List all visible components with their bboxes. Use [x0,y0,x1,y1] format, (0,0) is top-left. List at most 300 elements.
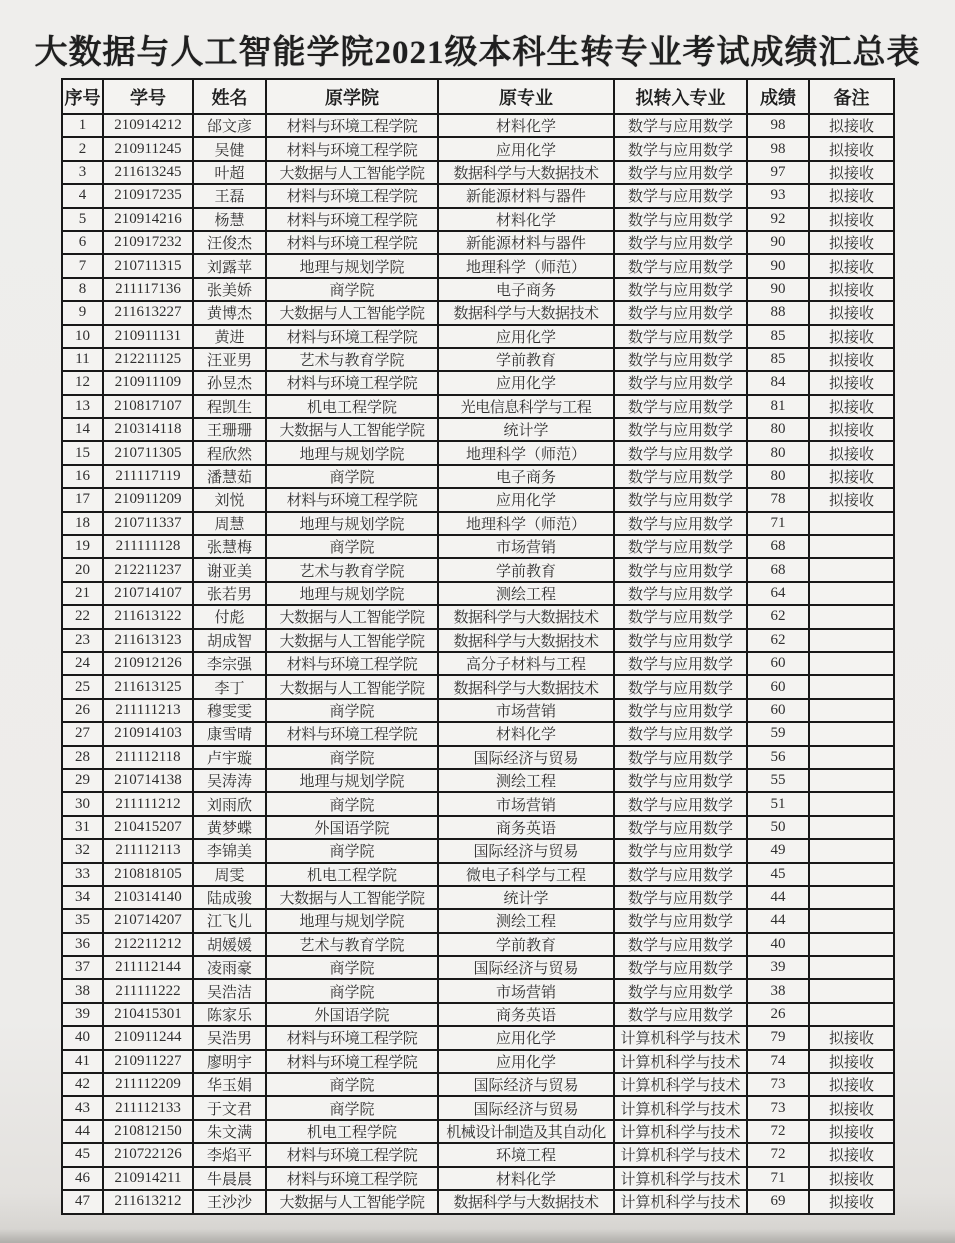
cell-student-id: 211112133 [103,1096,193,1119]
cell-index: 15 [62,441,103,464]
table-row [62,699,894,722]
cell-orig-major: 材料化学 [438,208,614,231]
cell-orig-college: 商学院 [266,746,438,769]
cell-orig-major: 地理科学（师范） [438,512,614,535]
cell-remark: 拟接收 [809,208,894,231]
cell-index: 10 [62,325,103,348]
cell-score: 62 [747,605,809,628]
cell-remark: 拟接收 [809,371,894,394]
cell-target-major: 数学与应用数学 [614,886,747,909]
cell-score: 90 [747,278,809,301]
cell-orig-college: 大数据与人工智能学院 [266,886,438,909]
cell-name: 吴健 [193,137,266,160]
table-row [62,512,894,535]
cell-name: 潘慧茹 [193,465,266,488]
cell-index: 38 [62,979,103,1002]
cell-index: 8 [62,278,103,301]
cell-student-id: 211111128 [103,535,193,558]
cell-orig-college: 地理与规划学院 [266,441,438,464]
cell-target-major: 计算机科学与技术 [614,1026,747,1049]
cell-remark [809,699,894,722]
cell-name: 吴涛涛 [193,769,266,792]
cell-score: 38 [747,979,809,1002]
cell-index: 9 [62,301,103,324]
cell-index: 2 [62,137,103,160]
cell-index: 45 [62,1143,103,1166]
cell-orig-college: 材料与环境工程学院 [266,1026,438,1049]
cell-student-id: 210914103 [103,722,193,745]
cell-orig-major: 国际经济与贸易 [438,1096,614,1119]
cell-orig-college: 艺术与教育学院 [266,348,438,371]
cell-student-id: 210714138 [103,769,193,792]
table-row [62,629,894,652]
cell-student-id: 210415301 [103,1003,193,1026]
table-row [62,1096,894,1119]
cell-remark [809,535,894,558]
cell-target-major: 数学与应用数学 [614,371,747,394]
cell-orig-major: 商务英语 [438,816,614,839]
cell-name: 刘悦 [193,488,266,511]
cell-target-major: 数学与应用数学 [614,395,747,418]
cell-target-major: 计算机科学与技术 [614,1096,747,1119]
table-row [62,161,894,184]
table-row [62,675,894,698]
cell-student-id: 211111213 [103,699,193,722]
cell-score: 90 [747,254,809,277]
cell-name: 李丁 [193,675,266,698]
cell-remark: 拟接收 [809,278,894,301]
cell-name: 康雪晴 [193,722,266,745]
cell-remark [809,1003,894,1026]
cell-score: 60 [747,675,809,698]
cell-score: 45 [747,863,809,886]
cell-target-major: 数学与应用数学 [614,325,747,348]
cell-index: 5 [62,208,103,231]
cell-index: 4 [62,184,103,207]
cell-index: 47 [62,1190,103,1214]
cell-orig-college: 材料与环境工程学院 [266,488,438,511]
cell-student-id: 210917235 [103,184,193,207]
table-row [62,839,894,862]
cell-name: 李宗强 [193,652,266,675]
cell-remark: 拟接收 [809,441,894,464]
cell-orig-major: 国际经济与贸易 [438,1073,614,1096]
table-row [62,208,894,231]
table-row [62,792,894,815]
cell-orig-major: 市场营销 [438,699,614,722]
cell-score: 56 [747,746,809,769]
table-row [62,1120,894,1143]
cell-index: 36 [62,933,103,956]
cell-orig-college: 商学院 [266,465,438,488]
cell-remark: 拟接收 [809,395,894,418]
table-header [62,79,894,114]
cell-orig-college: 地理与规划学院 [266,512,438,535]
table-row [62,816,894,839]
cell-remark: 拟接收 [809,137,894,160]
cell-student-id: 211112113 [103,839,193,862]
cell-score: 39 [747,956,809,979]
cell-remark [809,886,894,909]
scan-shadow [0,1229,955,1243]
cell-student-id: 211613227 [103,301,193,324]
cell-index: 26 [62,699,103,722]
cell-target-major: 数学与应用数学 [614,769,747,792]
cell-orig-college: 商学院 [266,1096,438,1119]
cell-orig-college: 机电工程学院 [266,395,438,418]
cell-target-major: 数学与应用数学 [614,605,747,628]
cell-target-major: 计算机科学与技术 [614,1050,747,1073]
cell-remark: 拟接收 [809,1050,894,1073]
cell-index: 25 [62,675,103,698]
cell-remark: 拟接收 [809,161,894,184]
cell-remark: 拟接收 [809,348,894,371]
cell-name: 王磊 [193,184,266,207]
cell-orig-major: 测绘工程 [438,909,614,932]
cell-index: 35 [62,909,103,932]
cell-score: 44 [747,886,809,909]
table-row [62,231,894,254]
cell-orig-major: 应用化学 [438,488,614,511]
cell-target-major: 数学与应用数学 [614,652,747,675]
cell-index: 17 [62,488,103,511]
cell-target-major: 计算机科学与技术 [614,1073,747,1096]
cell-index: 27 [62,722,103,745]
column-header-orig-college: 原学院 [266,79,438,114]
cell-index: 40 [62,1026,103,1049]
cell-orig-college: 地理与规划学院 [266,582,438,605]
cell-target-major: 计算机科学与技术 [614,1120,747,1143]
cell-orig-major: 国际经济与贸易 [438,839,614,862]
cell-student-id: 210911109 [103,371,193,394]
cell-index: 3 [62,161,103,184]
cell-score: 85 [747,325,809,348]
cell-orig-major: 学前教育 [438,348,614,371]
cell-name: 叶超 [193,161,266,184]
cell-orig-major: 材料化学 [438,722,614,745]
cell-target-major: 数学与应用数学 [614,137,747,160]
cell-index: 31 [62,816,103,839]
cell-target-major: 计算机科学与技术 [614,1143,747,1166]
cell-student-id: 211613245 [103,161,193,184]
cell-orig-college: 材料与环境工程学院 [266,371,438,394]
cell-orig-major: 统计学 [438,418,614,441]
cell-index: 6 [62,231,103,254]
cell-student-id: 212211212 [103,933,193,956]
cell-index: 33 [62,863,103,886]
cell-index: 1 [62,114,103,137]
cell-student-id: 211613123 [103,629,193,652]
column-header-target-major: 拟转入专业 [614,79,747,114]
cell-orig-major: 微电子科学与工程 [438,863,614,886]
table-row [62,1003,894,1026]
cell-name: 张慧梅 [193,535,266,558]
cell-student-id: 210711337 [103,512,193,535]
cell-student-id: 210711305 [103,441,193,464]
cell-target-major: 数学与应用数学 [614,956,747,979]
cell-orig-college: 材料与环境工程学院 [266,1143,438,1166]
cell-score: 78 [747,488,809,511]
cell-orig-major: 国际经济与贸易 [438,746,614,769]
cell-orig-major: 市场营销 [438,792,614,815]
cell-target-major: 数学与应用数学 [614,208,747,231]
cell-index: 7 [62,254,103,277]
cell-orig-major: 材料化学 [438,114,614,137]
cell-name: 刘雨欣 [193,792,266,815]
cell-student-id: 211613122 [103,605,193,628]
cell-orig-college: 材料与环境工程学院 [266,1050,438,1073]
cell-target-major: 数学与应用数学 [614,348,747,371]
cell-name: 汪亚男 [193,348,266,371]
cell-target-major: 数学与应用数学 [614,863,747,886]
cell-orig-major: 电子商务 [438,465,614,488]
cell-index: 23 [62,629,103,652]
cell-target-major: 数学与应用数学 [614,722,747,745]
cell-remark: 拟接收 [809,418,894,441]
cell-target-major: 数学与应用数学 [614,441,747,464]
column-header-index: 序号 [62,79,103,114]
cell-index: 46 [62,1167,103,1190]
cell-student-id: 210722126 [103,1143,193,1166]
cell-target-major: 数学与应用数学 [614,746,747,769]
table-row [62,769,894,792]
cell-remark: 拟接收 [809,184,894,207]
cell-name: 胡媛媛 [193,933,266,956]
cell-orig-college: 材料与环境工程学院 [266,184,438,207]
cell-target-major: 数学与应用数学 [614,465,747,488]
table-row [62,1073,894,1096]
cell-target-major: 数学与应用数学 [614,629,747,652]
cell-orig-college: 外国语学院 [266,816,438,839]
cell-student-id: 210911245 [103,137,193,160]
cell-orig-major: 数据科学与大数据技术 [438,301,614,324]
table-row [62,114,894,137]
table-row [62,1050,894,1073]
cell-target-major: 数学与应用数学 [614,1003,747,1026]
cell-index: 28 [62,746,103,769]
cell-orig-major: 新能源材料与器件 [438,184,614,207]
cell-score: 74 [747,1050,809,1073]
cell-student-id: 210917232 [103,231,193,254]
cell-student-id: 210914211 [103,1167,193,1190]
cell-index: 39 [62,1003,103,1026]
cell-remark: 拟接收 [809,1096,894,1119]
cell-orig-college: 大数据与人工智能学院 [266,418,438,441]
table-row [62,979,894,1002]
cell-score: 80 [747,418,809,441]
table-row [62,325,894,348]
cell-score: 98 [747,114,809,137]
cell-orig-major: 地理科学（师范） [438,254,614,277]
cell-target-major: 数学与应用数学 [614,114,747,137]
cell-name: 杨慧 [193,208,266,231]
cell-orig-major: 学前教育 [438,558,614,581]
table-row [62,722,894,745]
cell-score: 26 [747,1003,809,1026]
cell-score: 80 [747,465,809,488]
cell-index: 44 [62,1120,103,1143]
cell-name: 李焰平 [193,1143,266,1166]
cell-score: 59 [747,722,809,745]
cell-orig-major: 应用化学 [438,1050,614,1073]
cell-index: 16 [62,465,103,488]
cell-student-id: 210714107 [103,582,193,605]
table-row [62,441,894,464]
cell-remark: 拟接收 [809,254,894,277]
cell-name: 廖明宇 [193,1050,266,1073]
cell-orig-college: 材料与环境工程学院 [266,137,438,160]
cell-name: 刘露苹 [193,254,266,277]
cell-orig-college: 地理与规划学院 [266,254,438,277]
cell-orig-college: 材料与环境工程学院 [266,652,438,675]
cell-target-major: 数学与应用数学 [614,301,747,324]
cell-student-id: 211613212 [103,1190,193,1214]
cell-name: 牛晨晨 [193,1167,266,1190]
cell-score: 84 [747,371,809,394]
cell-orig-college: 地理与规划学院 [266,769,438,792]
cell-score: 50 [747,816,809,839]
cell-target-major: 数学与应用数学 [614,488,747,511]
cell-orig-major: 光电信息科学与工程 [438,395,614,418]
table-row [62,465,894,488]
cell-student-id: 211613125 [103,675,193,698]
cell-index: 12 [62,371,103,394]
cell-target-major: 数学与应用数学 [614,979,747,1002]
cell-orig-major: 应用化学 [438,137,614,160]
cell-remark [809,722,894,745]
cell-orig-major: 商务英语 [438,1003,614,1026]
cell-score: 55 [747,769,809,792]
cell-remark [809,816,894,839]
cell-orig-college: 大数据与人工智能学院 [266,1190,438,1214]
cell-student-id: 210711315 [103,254,193,277]
cell-remark [809,979,894,1002]
cell-orig-major: 环境工程 [438,1143,614,1166]
cell-target-major: 数学与应用数学 [614,933,747,956]
cell-score: 88 [747,301,809,324]
table-row [62,418,894,441]
cell-target-major: 数学与应用数学 [614,512,747,535]
cell-name: 黄梦蝶 [193,816,266,839]
cell-orig-major: 测绘工程 [438,769,614,792]
cell-student-id: 210911131 [103,325,193,348]
cell-index: 19 [62,535,103,558]
cell-student-id: 210914212 [103,114,193,137]
cell-orig-major: 应用化学 [438,371,614,394]
cell-index: 11 [62,348,103,371]
cell-target-major: 数学与应用数学 [614,278,747,301]
cell-student-id: 210912126 [103,652,193,675]
cell-orig-major: 数据科学与大数据技术 [438,161,614,184]
cell-score: 92 [747,208,809,231]
cell-index: 18 [62,512,103,535]
cell-index: 42 [62,1073,103,1096]
cell-orig-college: 大数据与人工智能学院 [266,161,438,184]
cell-orig-college: 商学院 [266,979,438,1002]
cell-orig-major: 国际经济与贸易 [438,956,614,979]
cell-orig-major: 测绘工程 [438,582,614,605]
cell-index: 34 [62,886,103,909]
table-row [62,348,894,371]
cell-orig-major: 数据科学与大数据技术 [438,1190,614,1214]
table-row [62,652,894,675]
cell-target-major: 数学与应用数学 [614,418,747,441]
cell-name: 朱文满 [193,1120,266,1143]
table-row [62,558,894,581]
table-row [62,371,894,394]
cell-remark: 拟接收 [809,1120,894,1143]
cell-orig-college: 商学院 [266,839,438,862]
cell-score: 44 [747,909,809,932]
cell-score: 62 [747,629,809,652]
cell-remark [809,558,894,581]
cell-orig-major: 机械设计制造及其自动化 [438,1120,614,1143]
table-row [62,1026,894,1049]
cell-student-id: 210911244 [103,1026,193,1049]
cell-score: 68 [747,558,809,581]
cell-student-id: 210314140 [103,886,193,909]
cell-student-id: 211112209 [103,1073,193,1096]
table-row [62,1190,894,1214]
cell-student-id: 212211125 [103,348,193,371]
cell-orig-college: 大数据与人工智能学院 [266,629,438,652]
cell-student-id: 210714207 [103,909,193,932]
cell-index: 30 [62,792,103,815]
cell-target-major: 数学与应用数学 [614,792,747,815]
cell-orig-college: 商学院 [266,956,438,979]
cell-orig-college: 商学院 [266,699,438,722]
cell-name: 王沙沙 [193,1190,266,1214]
cell-score: 90 [747,231,809,254]
cell-remark: 拟接收 [809,1073,894,1096]
cell-orig-major: 材料化学 [438,1167,614,1190]
cell-name: 华玉娟 [193,1073,266,1096]
cell-remark [809,605,894,628]
cell-remark: 拟接收 [809,1190,894,1214]
cell-score: 73 [747,1096,809,1119]
cell-index: 24 [62,652,103,675]
table-row [62,488,894,511]
cell-score: 68 [747,535,809,558]
cell-score: 40 [747,933,809,956]
table-row [62,605,894,628]
cell-name: 付彪 [193,605,266,628]
cell-index: 29 [62,769,103,792]
cell-target-major: 计算机科学与技术 [614,1190,747,1214]
table-row [62,1167,894,1190]
cell-student-id: 211112144 [103,956,193,979]
cell-score: 93 [747,184,809,207]
cell-index: 37 [62,956,103,979]
cell-orig-major: 统计学 [438,886,614,909]
cell-orig-major: 应用化学 [438,1026,614,1049]
cell-orig-major: 新能源材料与器件 [438,231,614,254]
cell-remark [809,769,894,792]
cell-student-id: 210911209 [103,488,193,511]
cell-student-id: 210911227 [103,1050,193,1073]
cell-name: 周慧 [193,512,266,535]
cell-student-id: 210914216 [103,208,193,231]
cell-orig-college: 材料与环境工程学院 [266,208,438,231]
scores-table [61,78,895,1215]
cell-student-id: 210812150 [103,1120,193,1143]
cell-name: 李锦美 [193,839,266,862]
cell-index: 41 [62,1050,103,1073]
cell-orig-major: 数据科学与大数据技术 [438,675,614,698]
cell-orig-college: 商学院 [266,1073,438,1096]
cell-remark: 拟接收 [809,325,894,348]
cell-remark [809,675,894,698]
